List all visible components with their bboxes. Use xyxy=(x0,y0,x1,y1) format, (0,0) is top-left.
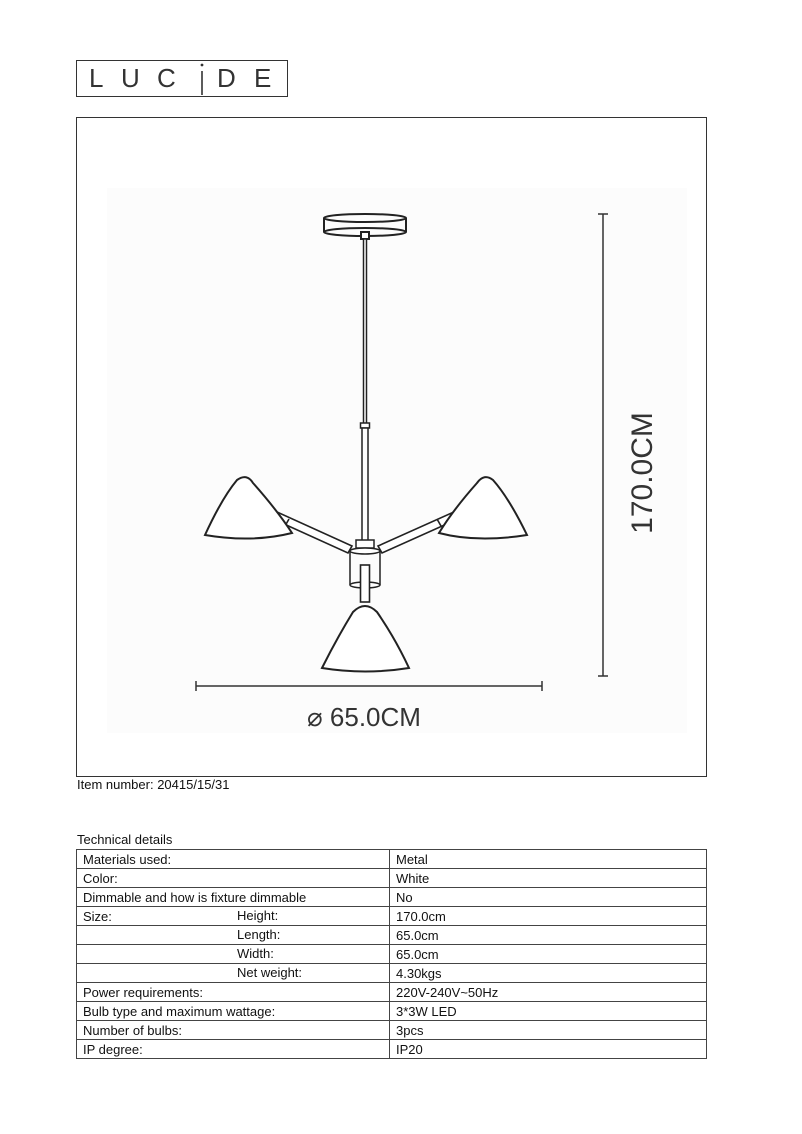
spec-label xyxy=(77,926,390,945)
lower-arm xyxy=(361,565,370,602)
logo-i-dot xyxy=(201,64,204,67)
spec-label xyxy=(77,964,390,983)
spec-label xyxy=(77,1021,390,1040)
spec-value: 220V-240V~50Hz xyxy=(390,983,707,1002)
logo-letter-d: D xyxy=(217,63,236,93)
spec-label xyxy=(77,850,390,869)
logo-letter-e: E xyxy=(254,63,272,93)
spec-value: Metal xyxy=(390,850,707,869)
table-row xyxy=(77,869,707,888)
logo-letter-l: L xyxy=(89,63,104,93)
table-row xyxy=(77,983,707,1002)
specs-table xyxy=(76,849,707,1059)
logo-letter-u: U xyxy=(121,63,140,93)
spec-label xyxy=(77,888,390,907)
height-label: 170.0CM xyxy=(626,412,659,534)
item-number: Item number: 20415/15/31 xyxy=(77,777,230,792)
brand-logo xyxy=(76,60,288,97)
table-row xyxy=(77,907,707,926)
table-row xyxy=(77,926,707,945)
brand-wordmark xyxy=(77,61,286,95)
spec-label-text: Power requirements: xyxy=(83,984,203,1000)
spec-sublabel: Height: xyxy=(237,908,279,923)
spec-value: 3*3W LED xyxy=(390,1002,707,1021)
spec-label xyxy=(77,907,390,926)
spec-sublabel: Length: xyxy=(237,927,281,942)
spec-value: 65.0cm xyxy=(390,945,707,964)
spec-label-text: IP degree: xyxy=(83,1041,143,1057)
table-row xyxy=(77,964,707,983)
spec-label xyxy=(77,1002,390,1021)
spec-value: IP20 xyxy=(390,1040,707,1059)
spec-label-text: Color: xyxy=(83,870,118,886)
spec-value: White xyxy=(390,869,707,888)
product-drawing xyxy=(77,118,708,778)
spec-sublabel: Width: xyxy=(237,946,274,961)
spec-label-text: Size: xyxy=(83,908,112,924)
table-row xyxy=(77,1002,707,1021)
spec-label xyxy=(77,1040,390,1059)
spec-label-text: Bulb type and maximum wattage: xyxy=(83,1003,276,1019)
spec-label-text: Materials used: xyxy=(83,851,172,867)
spec-value: 65.0cm xyxy=(390,926,707,945)
spec-label xyxy=(77,983,390,1002)
spec-value: 170.0cm xyxy=(390,907,707,926)
spec-label-text: Number of bulbs: xyxy=(83,1022,182,1038)
diameter-label: ⌀ 65.0CM xyxy=(307,702,421,732)
table-row xyxy=(77,1021,707,1040)
table-row xyxy=(77,1040,707,1059)
technical-details-title: Technical details xyxy=(77,832,173,847)
spec-value: 3pcs xyxy=(390,1021,707,1040)
spec-value: No xyxy=(390,888,707,907)
spec-value: 4.30kgs xyxy=(390,964,707,983)
spec-label xyxy=(77,869,390,888)
spec-label-text: Dimmable and how is fixture dimmable xyxy=(83,889,307,905)
logo-letter-c: C xyxy=(157,63,176,93)
table-row xyxy=(77,888,707,907)
spec-sublabel: Net weight: xyxy=(237,965,303,980)
spec-label xyxy=(77,945,390,964)
table-row xyxy=(77,945,707,964)
product-drawing-frame xyxy=(76,117,707,777)
table-row xyxy=(77,850,707,869)
